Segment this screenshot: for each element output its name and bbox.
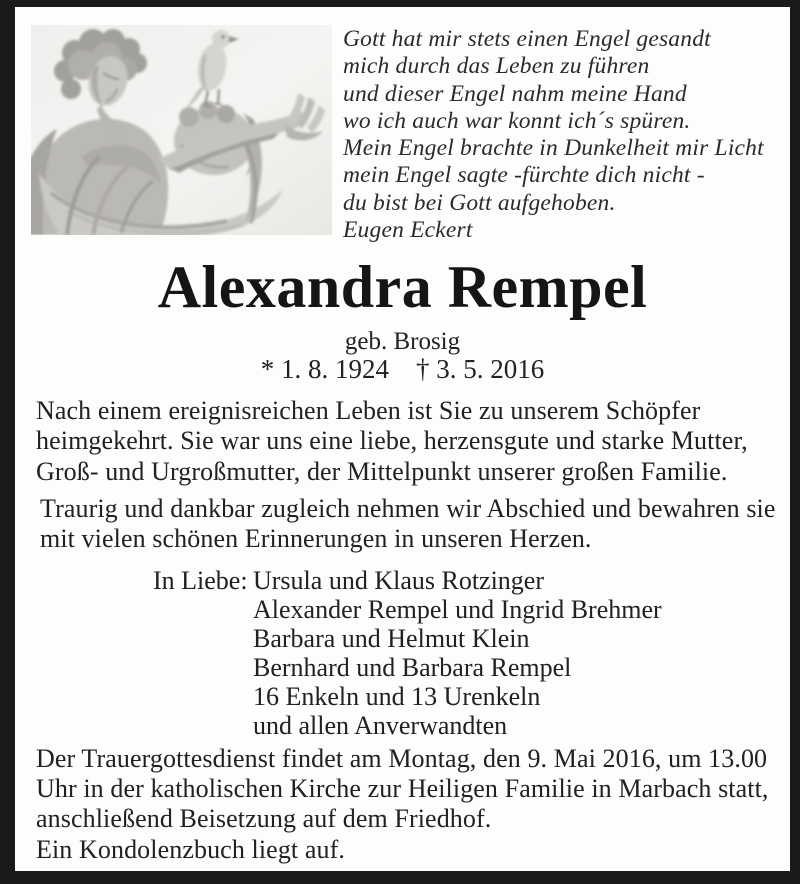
deceased-name: Alexandra Rempel — [157, 254, 648, 320]
text-line: Groß- und Urgroßmutter, der Mittelpunkt unserer großen Familie. — [36, 456, 728, 486]
text-line: du bist bei Gott aufgehoben. — [343, 189, 616, 216]
life-dates: * 1. 8. 1924 † 3. 5. 2016 — [260, 354, 545, 384]
text-line: und dieser Engel nahm meine Hand — [343, 80, 687, 107]
text-line: mich durch das Leben zu führen — [343, 53, 650, 80]
text-line: Barbara und Helmut Klein — [253, 624, 530, 653]
mourners-names — [253, 566, 662, 740]
text-line: Bernhard und Barbara Rempel — [253, 653, 572, 682]
text-line: wo ich auch war konnt ich´s spüren. — [343, 107, 691, 134]
text-line: Der Trauergottesdienst findet am Montag, den 9. Mai 2016, um 13.00 — [36, 744, 768, 773]
text-line: mein Engel sagte -fürchte dich nicht - — [343, 162, 705, 189]
text-line: 16 Enkeln und 13 Urenkeln — [253, 682, 541, 711]
text-line: und allen Anverwandten — [253, 711, 508, 740]
obituary-page — [15, 7, 790, 871]
text-line: heimgekehrt. Sie war uns eine liebe, herzensgute und starke Mutter, — [36, 426, 748, 456]
text-line: Traurig und dankbar zugleich nehmen wir Abschied und bewahren sie — [40, 494, 776, 523]
text-line: Uhr in der katholischen Kirche zur Heiligen Familie in Marbach statt, — [36, 774, 769, 804]
maiden-name: geb. Brosig — [344, 328, 461, 355]
obituary-paragraph-2 — [40, 494, 785, 555]
text-line: Ursula und Klaus Rotzinger — [253, 566, 545, 595]
text-line: mit vielen schönen Erinnerungen in unseren Herzen. — [40, 524, 592, 554]
mourners-section — [153, 566, 662, 740]
text-line: Nach einem ereignisreichen Leben ist Sie zu unserem Schöpfer — [36, 396, 701, 425]
obituary-paragraph-1 — [36, 396, 781, 487]
text-line: anschließend Beisetzung auf dem Friedhof. — [36, 804, 492, 834]
text-line: Mein Engel brachte in Dunkelheit mir Licht — [343, 135, 764, 162]
mourners-label: In Liebe: — [153, 566, 248, 595]
text-line: Alexander Rempel und Ingrid Brehmer — [253, 595, 662, 624]
angel-statue-photo — [31, 25, 332, 235]
statue-illustration — [31, 25, 332, 235]
poem-lines — [343, 26, 764, 217]
text-line: Ein Kondolenzbuch liegt auf. — [36, 834, 345, 864]
poem-attribution: Eugen Eckert — [343, 217, 473, 244]
service-info — [36, 744, 786, 865]
memorial-poem — [343, 26, 764, 244]
text-line: Gott hat mir stets einen Engel gesandt — [343, 26, 711, 52]
